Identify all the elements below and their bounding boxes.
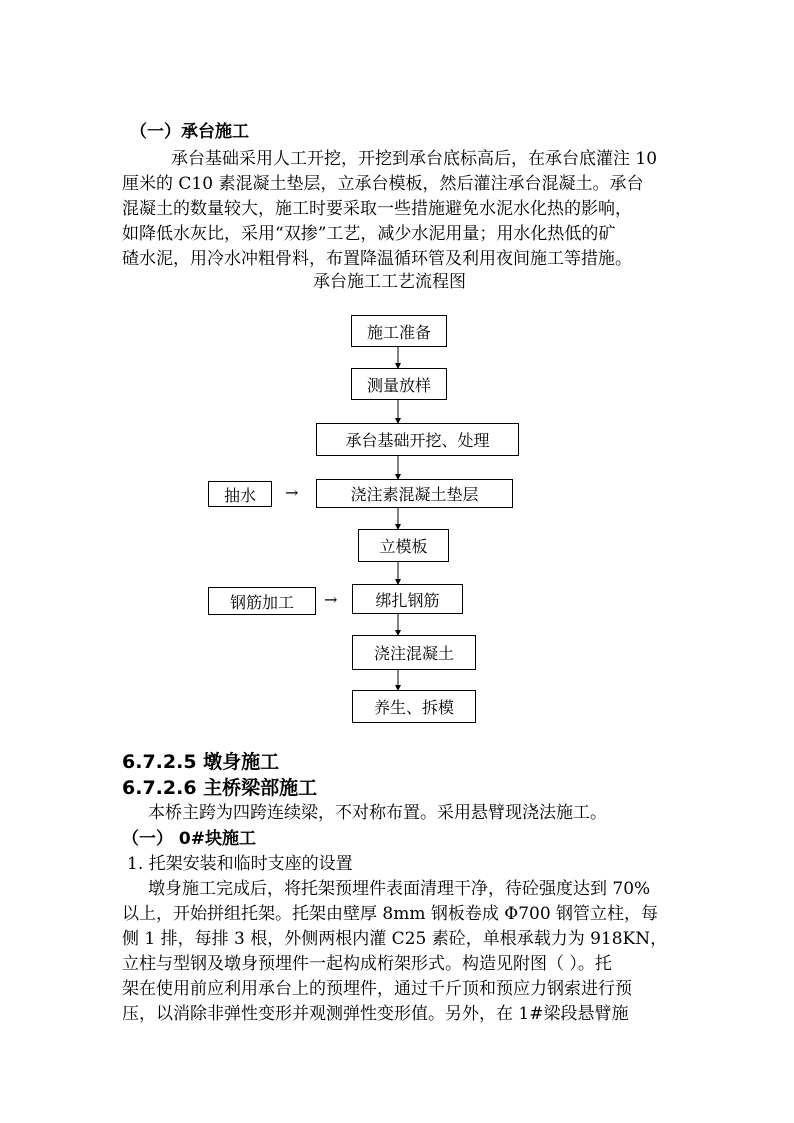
paragraph-line: 承台基础采用人工开挖，开挖到承台底标高后，在承台底灌注 10 <box>171 149 658 169</box>
flow-step-rebar-binding: 绑扎钢筋 <box>352 584 463 614</box>
flow-step-survey: 测量放样 <box>351 368 447 400</box>
flow-step-pour-concrete: 浇注混凝土 <box>352 635 476 670</box>
flow-step-preparation: 施工准备 <box>351 315 447 347</box>
flow-step-cushion-concrete: 浇注素混凝土垫层 <box>316 479 513 508</box>
paragraph-line: 以上，开始拼组托架。托架由壁厚 8mm 钢板卷成 Φ700 钢管立柱，每 <box>122 904 659 924</box>
paragraph-line: 墩身施工完成后，将托架预埋件表面清理干净，待砼强度达到 70% <box>148 879 651 899</box>
flow-step-excavation: 承台基础开挖、处理 <box>316 423 519 456</box>
heading-main-girder-construction: 6.7.2.6 主桥梁部施工 <box>122 777 318 799</box>
paragraph-line: 如降低水灰比，采用“双掺”工艺，减少水泥用量；用水化热低的矿 <box>122 224 616 244</box>
heading-pier-construction: 6.7.2.5 墩身施工 <box>122 751 280 773</box>
flow-step-formwork: 立模板 <box>358 529 449 562</box>
intro-paragraph: 本桥主跨为四跨连续梁，不对称布置。采用悬臂现浇法施工。 <box>148 803 607 823</box>
flow-input-rebar-processing: 钢筋加工 <box>208 587 316 615</box>
flow-input-pumping: 抽水 <box>208 481 272 507</box>
paragraph-line: 侧 1 排，每排 3 根，外侧两根内灌 C25 素砼，单根承载力为 918KN， <box>122 929 668 949</box>
flow-side-arrow: → <box>324 590 338 609</box>
section-heading-cap-construction: （一）承台施工 <box>130 122 249 142</box>
paragraph-line: 厘米的 C10 素混凝土垫层，立承台模板，然后灌注承台混凝土。承台 <box>122 174 644 194</box>
paragraph-line: 压，以消除非弹性变形并观测弹性变形值。另外，在 1#梁段悬臂施 <box>122 1004 629 1024</box>
paragraph-line: 混凝土的数量较大，施工时要采取一些措施避免水泥水化热的影响， <box>122 199 632 219</box>
flow-side-arrow: → <box>285 483 299 502</box>
paragraph-line: 立柱与型钢及墩身预埋件一起构成桁架形式。构造见附图（ ）。托 <box>122 954 612 974</box>
flowchart-title: 承台施工工艺流程图 <box>313 272 466 292</box>
sub-heading-block-0: （一） 0#块施工 <box>122 829 256 849</box>
item-title-bracket-installation: 1. 托架安装和临时支座的设置 <box>127 854 353 874</box>
paragraph-line: 碴水泥，用冷水冲粗骨料，布置降温循环管及利用夜间施工等措施。 <box>122 249 632 269</box>
flow-step-curing: 养生、拆模 <box>352 690 476 723</box>
paragraph-line: 架在使用前应利用承台上的预埋件，通过千斤顶和预应力钢索进行预 <box>122 979 632 999</box>
